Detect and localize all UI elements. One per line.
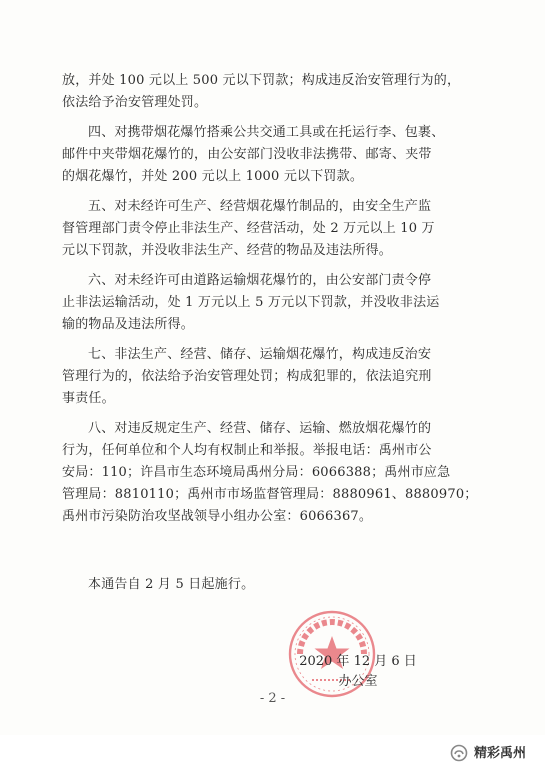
text-line: 管理行为的，依法给予治安管理处罚；构成犯罪的，依法追究刑 [62,369,432,384]
text-line: 管理局：8810110；禹州市市场监督管理局：8880961、8880970； [62,487,478,502]
text-line: 的烟花爆竹，并处 200 元以上 1000 元以下罚款。 [62,169,364,184]
page-number: - 2 - [259,691,286,706]
effective-date-paragraph [62,574,482,596]
paragraph [62,418,482,528]
text-line: 事责任。 [62,391,115,406]
text-line: 放，并处 100 元以上 500 元以下罚款；构成违反治安管理行为的， [62,73,461,88]
paragraph [62,122,482,188]
paragraph [62,196,482,262]
document-body [62,70,482,536]
text-line: 安局：110；许昌市生态环境局禹州分局：6066388；禹州市应急 [62,465,451,480]
text-line: 四、对携带烟花爆竹搭乘公共交通工具或在托运行李、包裹、 [88,125,445,140]
paragraph [62,270,482,336]
paragraph [62,70,482,114]
text-line: 依法给予治安管理处罚。 [62,95,208,110]
text-line: 止非法运输活动，处 1 万元以上 5 万元以下罚款，并没收非法运 [62,295,440,310]
text-line: 八、对违反规定生产、经营、储存、运输、燃放烟花爆竹的 [88,421,432,436]
issue-date: 2020 年 12 月 6 日 [299,654,417,669]
text-line: 行为，任何单位和个人均有权制止和举报。举报电话：禹州市公 [62,443,432,458]
account-brand-name: 精彩禹州 [474,746,527,761]
effective-date-line: 本通告自 2 月 5 日起施行。 [88,577,255,592]
text-line: 邮件中夹带烟花爆竹的，由公安部门没收非法携带、邮寄、夹带 [62,147,432,162]
signature-block [288,652,428,692]
text-line: 输的物品及违法所得。 [62,317,195,332]
text-line: 五、对未经许可生产、经营烟花爆竹制品的，由安全生产监 [88,199,432,214]
text-line: 督管理部门责令停止非法生产、经营活动，处 2 万元以上 10 万 [62,221,435,236]
text-line: 元以下罚款，并没收非法生产、经营的物品及违法所得。 [62,243,393,258]
text-line: 禹州市污染防治攻坚战领导小组办公室：6066367。 [62,509,373,524]
issuing-office: 办公室 [338,674,378,689]
paragraph [62,344,482,410]
wechat-official-account-icon [450,744,468,762]
text-line: 六、对未经许可由道路运输烟花爆竹的，由公安部门责令停 [88,273,432,288]
text-line: 七、非法生产、经营、储存、运输烟花爆竹，构成违反治安 [88,347,432,362]
